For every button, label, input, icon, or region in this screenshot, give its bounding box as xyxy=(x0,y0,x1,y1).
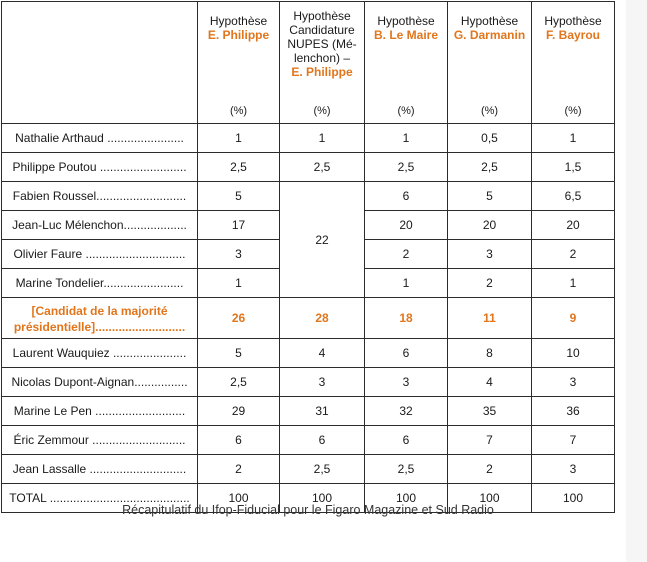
table-caption: Récapitulatif du Ifop-Fiducial pour le Figaro Magazine et Sud Radio xyxy=(122,503,494,517)
cell-value: 2 xyxy=(532,240,615,269)
cell-value: 6 xyxy=(365,426,448,455)
cell-value: 2,5 xyxy=(198,153,280,182)
candidate-name: Nicolas Dupont-Aignan................ xyxy=(2,368,198,397)
cell-value: 1 xyxy=(280,124,365,153)
table-row xyxy=(2,455,615,484)
cell-value: 7 xyxy=(448,426,532,455)
col-header: Hypothèse G. Darmanin (%) xyxy=(448,2,532,124)
table-row xyxy=(2,153,615,182)
candidate-name: Olivier Faure .............................. xyxy=(2,240,198,269)
cell-value: 3 xyxy=(198,240,280,269)
cell-value: 5 xyxy=(448,182,532,211)
cell-value: 2,5 xyxy=(280,455,365,484)
cell-value: 3 xyxy=(365,368,448,397)
col-header: Hypothèse F. Bayrou (%) xyxy=(532,2,615,124)
cell-value: 1,5 xyxy=(532,153,615,182)
cell-value: 6 xyxy=(365,339,448,368)
col-header: Hypothèse B. Le Maire (%) xyxy=(365,2,448,124)
page-margin-strip xyxy=(626,0,647,562)
poll-table xyxy=(1,1,615,513)
cell-value: 36 xyxy=(532,397,615,426)
cell-value: 1 xyxy=(365,269,448,298)
cell-value: 17 xyxy=(198,211,280,240)
cell-value: 2 xyxy=(448,455,532,484)
cell-value: 6 xyxy=(365,182,448,211)
cell-value: 32 xyxy=(365,397,448,426)
cell-value: 20 xyxy=(448,211,532,240)
candidate-name: [Candidat de la majorité présidentielle]........................... xyxy=(2,298,198,339)
cell-value: 5 xyxy=(198,339,280,368)
cell-value: 100 xyxy=(532,484,615,513)
cell-value: 4 xyxy=(448,368,532,397)
cell-value: 20 xyxy=(365,211,448,240)
cell-value: 1 xyxy=(532,124,615,153)
candidate-name: Jean Lassalle ............................. xyxy=(2,455,198,484)
candidate-name: TOTAL .......................................... xyxy=(2,484,198,513)
table-row xyxy=(2,339,615,368)
cell-value: 2,5 xyxy=(280,153,365,182)
cell-value: 2 xyxy=(198,455,280,484)
candidate-name: Fabien Roussel........................... xyxy=(2,182,198,211)
header-row xyxy=(2,2,615,124)
majority-candidate-row xyxy=(2,298,615,339)
cell-value: 1 xyxy=(365,124,448,153)
cell-value: 10 xyxy=(532,339,615,368)
candidate-name: Laurent Wauquiez ...................... xyxy=(2,339,198,368)
table-row xyxy=(2,426,615,455)
cell-value: 20 xyxy=(532,211,615,240)
table-row xyxy=(2,182,615,211)
cell-value: 8 xyxy=(448,339,532,368)
cell-value: 31 xyxy=(280,397,365,426)
table-row xyxy=(2,368,615,397)
cell-value: 100 xyxy=(198,484,280,513)
cell-value: 100 xyxy=(365,484,448,513)
candidate-name: Marine Le Pen ........................... xyxy=(2,397,198,426)
cell-value: 11 xyxy=(448,298,532,339)
cell-value: 3 xyxy=(448,240,532,269)
cell-value: 4 xyxy=(280,339,365,368)
candidate-name: Marine Tondelier........................ xyxy=(2,269,198,298)
cell-value: 35 xyxy=(448,397,532,426)
cell-value: 2,5 xyxy=(198,368,280,397)
candidate-name: Jean-Luc Mélenchon................... xyxy=(2,211,198,240)
cell-value: 100 xyxy=(280,484,365,513)
header-empty-cell xyxy=(2,2,198,124)
candidate-name: Philippe Poutou .......................... xyxy=(2,153,198,182)
cell-value: 9 xyxy=(532,298,615,339)
cell-value: 6 xyxy=(280,426,365,455)
table-row xyxy=(2,397,615,426)
cell-value: 7 xyxy=(532,426,615,455)
cell-value: 3 xyxy=(280,368,365,397)
cell-value: 2,5 xyxy=(365,153,448,182)
cell-value: 28 xyxy=(280,298,365,339)
col-header: Hypothèse Candidature NUPES (Mé- lenchon) – E. Philippe (%) xyxy=(280,2,365,124)
cell-value: 18 xyxy=(365,298,448,339)
cell-value: 29 xyxy=(198,397,280,426)
candidate-name: Éric Zemmour ............................ xyxy=(2,426,198,455)
cell-value: 1 xyxy=(198,124,280,153)
candidate-name: Nathalie Arthaud ....................... xyxy=(2,124,198,153)
cell-value: 5 xyxy=(198,182,280,211)
cell-value: 0,5 xyxy=(448,124,532,153)
cell-value: 1 xyxy=(198,269,280,298)
cell-value: 100 xyxy=(448,484,532,513)
col-header: Hypothèse E. Philippe (%) xyxy=(198,2,280,124)
cell-value: 26 xyxy=(198,298,280,339)
cell-value: 2 xyxy=(448,269,532,298)
cell-value: 6,5 xyxy=(532,182,615,211)
cell-value: 2 xyxy=(365,240,448,269)
cell-value: 1 xyxy=(532,269,615,298)
cell-value: 2,5 xyxy=(365,455,448,484)
cell-value: 3 xyxy=(532,368,615,397)
cell-value: 3 xyxy=(532,455,615,484)
cell-value: 6 xyxy=(198,426,280,455)
nupes-merged-cell: 22 xyxy=(280,182,365,298)
cell-value: 2,5 xyxy=(448,153,532,182)
table-row xyxy=(2,124,615,153)
